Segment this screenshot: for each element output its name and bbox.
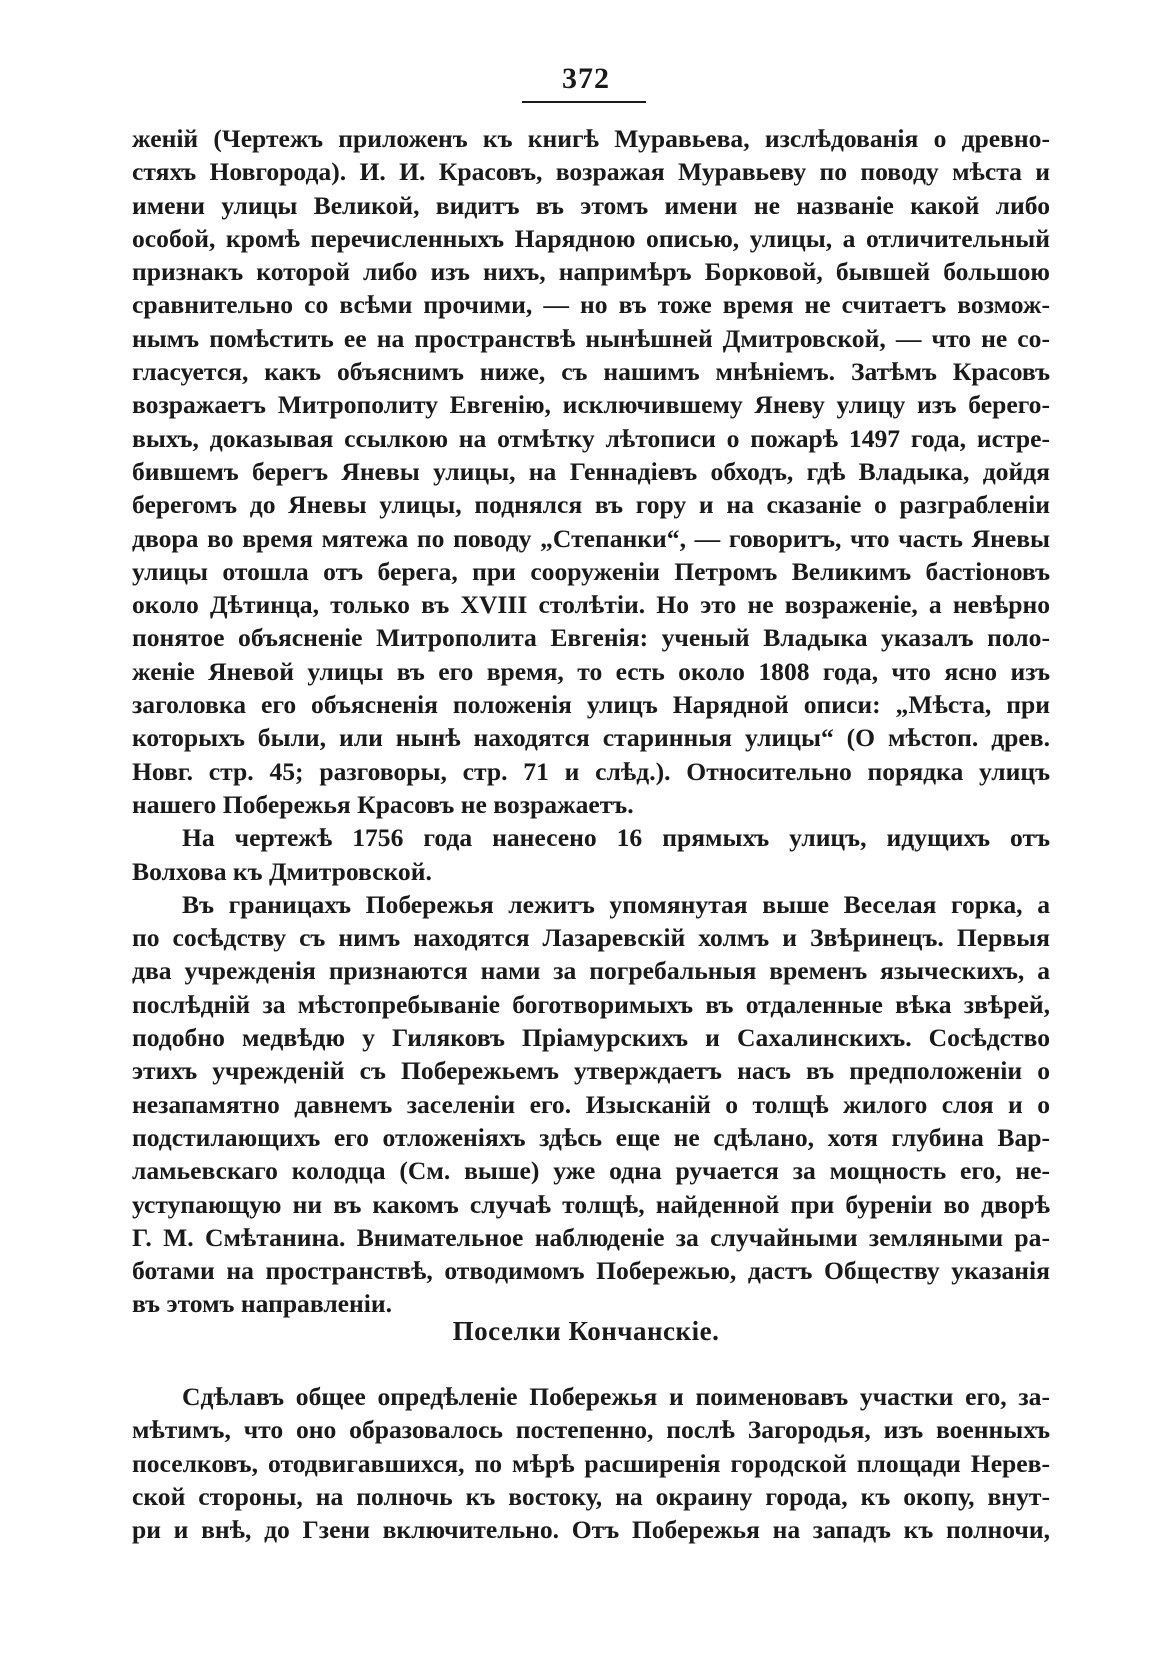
text-line: ламьевскаго колодца (См. выше) уже одна ручается за мощность его, не-	[132, 1156, 1050, 1186]
text-line: Новг. стр. 45; разговоры, стр. 71 и слѣд.). Относительно порядка улицъ	[132, 756, 1050, 786]
text-line: уступающую ни въ какомъ случаѣ толщѣ, найденной при буреніи во дворѣ	[132, 1189, 1050, 1219]
text-line: двора во время мятежа по поводу „Степанки“, — говоритъ, что часть Яневы	[132, 523, 1050, 553]
text-line: Сдѣлавъ общее опредѣленіе Побережья и поименовавъ участки его, за-	[182, 1382, 1050, 1411]
section-heading: Поселки Кончанскіе.	[452, 1316, 720, 1346]
text-line: особой, кромѣ перечисленныхъ Нарядною описью, улицы, а отличительный	[132, 223, 1050, 253]
text-line: нашего Побережья Красовъ не возражаетъ.	[132, 789, 634, 819]
text-line: послѣдній за мѣстопребываніе боготворимыхъ въ отдаленные вѣка звѣрей,	[132, 989, 1050, 1019]
text-line: бившемъ берегъ Яневы улицы, на Геннадіевъ обходъ, гдѣ Владыка, дойдя	[132, 456, 1050, 486]
text-line: мѣтимъ, что оно образовалось постепенно, послѣ Загородья, изъ военныхъ	[132, 1415, 1050, 1445]
text-line: ской стороны, на полночь къ востоку, на окраину города, къ окопу, внут-	[132, 1481, 1050, 1511]
text-line: женій (Чертежъ приложенъ къ книгѣ Муравьева, изслѣдованія о древно-	[132, 124, 1050, 153]
text-line: женіе Яневой улицы въ его время, то есть около 1808 года, что ясно изъ	[132, 656, 1050, 686]
text-line: улицы отошла отъ берега, при сооруженіи Петромъ Великимъ бастіоновъ	[132, 556, 1050, 586]
text-line: понятое объясненіе Митрополита Евгенія: ученый Владыка указалъ поло-	[132, 623, 1050, 653]
text-line: которыхъ были, или нынѣ находятся старинныя улицы“ (О мѣстоп. древ.	[132, 723, 1050, 753]
text-line: Волхова къ Дмитровской.	[132, 856, 432, 886]
text-line: подстилающихъ его отложеніяхъ здѣсь еще не сдѣлано, хотя глубина Вар-	[132, 1122, 1050, 1152]
text-line: Въ границахъ Побережья лежитъ упомянутая выше Веселая горка, а	[182, 889, 1050, 919]
page-number: 372	[562, 62, 610, 95]
text-line: берегомъ до Яневы улицы, поднялся въ гору и на сказаніе о разграбленіи	[132, 490, 1050, 520]
text-line: ри и внѣ, до Гзени включительно. Отъ Побережья на западъ къ полночи,	[132, 1515, 1050, 1545]
text-line: нымъ помѣстить ее на пространствѣ нынѣшней Дмитровской, — что не со-	[132, 323, 1050, 353]
text-line: выхъ, доказывая ссылкою на отмѣтку лѣтописи о пожарѣ 1497 года, истре-	[132, 423, 1050, 453]
text-line: этихъ учрежденій съ Побережьемъ утверждаетъ насъ въ предположеніи о	[132, 1056, 1050, 1086]
text-line: подобно медвѣдю у Гиляковъ Пріамурскихъ и Сахалинскихъ. Сосѣдство	[132, 1023, 1050, 1053]
body-text	[132, 122, 1050, 1321]
header-rule	[522, 101, 646, 103]
text-line: заголовка его объясненія положенія улицъ Нарядной описи: „Мѣста, при	[132, 690, 1050, 720]
text-line: ботами на пространствѣ, отводимомъ Побережью, дастъ Обществу указанія	[132, 1256, 1050, 1286]
text-line: два учрежденія признаются нами за погребальныя временъ языческихъ, а	[132, 956, 1050, 986]
text-line: признакъ которой либо изъ нихъ, напримѣръ Борковой, бывшей большою	[132, 257, 1050, 287]
text-line: гласуется, какъ объяснимъ ниже, съ нашимъ мнѣніемъ. Затѣмъ Красовъ	[132, 357, 1050, 387]
text-line: На чертежѣ 1756 года нанесено 16 прямыхъ улицъ, идущихъ отъ	[182, 823, 1050, 853]
text-line: по сосѣдству съ нимъ находятся Лазаревскій холмъ и Звѣринецъ. Первыя	[132, 923, 1050, 953]
text-line: Г. М. Смѣтанина. Внимательное наблюденіе за случайными земляными ра-	[132, 1222, 1050, 1252]
text-line: сравнительно со всѣми прочими, — но въ тоже время не считаетъ возмож-	[132, 290, 1050, 320]
text-line: имени улицы Великой, видитъ въ этомъ имени не названіе какой либо	[132, 190, 1050, 220]
text-line: незапамятно давнемъ заселеніи его. Изысканій о толщѣ жилого слоя и о	[132, 1089, 1050, 1119]
text-line: стяхъ Новгорода). И. И. Красовъ, возражая Муравьеву по поводу мѣста и	[132, 157, 1050, 187]
section-body-text	[132, 1380, 1050, 1546]
text-line: около Дѣтинца, только въ XVIII столѣтіи. Но это не возраженіе, а невѣрно	[132, 590, 1050, 620]
text-line: возражаетъ Митрополиту Евгенію, исключившему Яневу улицу изъ берего-	[132, 390, 1050, 420]
text-line: въ этомъ направленіи.	[132, 1289, 393, 1319]
text-line: поселковъ, отодвигавшихся, по мѣрѣ расширенія городской площади Нерев-	[132, 1448, 1050, 1478]
